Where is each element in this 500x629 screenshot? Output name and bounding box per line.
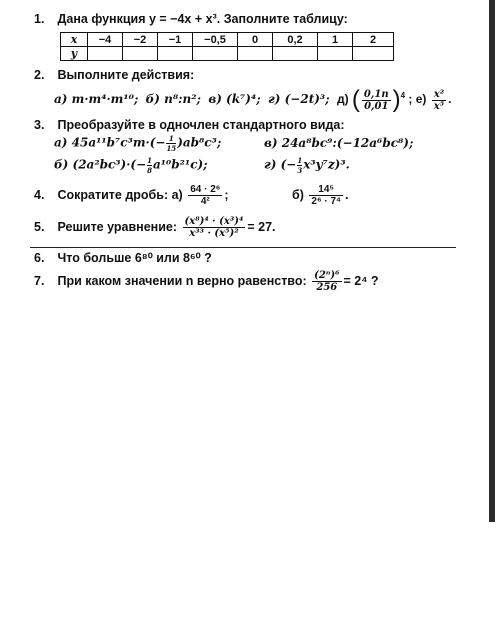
problem-6-number: 6. bbox=[34, 251, 45, 265]
horizontal-divider bbox=[30, 247, 456, 248]
p3-a-frac-den: 15 bbox=[166, 144, 177, 153]
p2-item-d: г) (−2t)³; bbox=[268, 92, 330, 107]
table-row-y bbox=[61, 47, 394, 61]
problem-5-text: Решите уравнение: bbox=[57, 219, 178, 234]
p2-item-a: а) m·m⁴·m¹⁰; bbox=[54, 92, 139, 107]
p3-b-tail: a¹⁰b²¹c); bbox=[153, 157, 208, 172]
p2-item-f-label: ; е) bbox=[408, 92, 427, 107]
table-cell-y bbox=[88, 47, 123, 61]
p5-rhs: = 27. bbox=[247, 219, 276, 234]
p4-a-fraction bbox=[188, 184, 222, 207]
p3-item-b bbox=[54, 156, 208, 175]
p3-a-frac-num: 1 bbox=[166, 134, 176, 144]
p2-item-b: б) n⁸:n²; bbox=[145, 92, 201, 107]
p3-item-a bbox=[54, 134, 221, 153]
p2-f-denominator: x⁵ bbox=[433, 100, 445, 112]
p4-end: . bbox=[344, 187, 349, 202]
p2-item-e-label: д) bbox=[336, 92, 349, 107]
table-header-x: x bbox=[61, 33, 88, 47]
table-cell-x: 1 bbox=[318, 33, 353, 47]
problem-2-number: 2. bbox=[34, 68, 45, 82]
p7-fraction bbox=[312, 270, 341, 293]
p2-item-f-fraction bbox=[432, 89, 446, 112]
p3-a-start: а) 45a¹¹b⁷c³m·(− bbox=[54, 135, 166, 150]
p5-denominator: x³³ · (x⁵)² bbox=[189, 228, 239, 239]
p2-f-numerator: x² bbox=[433, 88, 445, 100]
p3-a-fraction bbox=[166, 134, 176, 153]
table-cell-x: −4 bbox=[88, 33, 123, 47]
p3-item-v bbox=[264, 136, 413, 150]
problem-4 bbox=[34, 184, 348, 207]
table-cell-y bbox=[353, 47, 394, 61]
problem-3-text: Преобразуйте в одночлен стандартного вида: bbox=[57, 118, 345, 132]
problem-5 bbox=[34, 216, 276, 239]
values-table bbox=[60, 32, 394, 61]
problem-2 bbox=[34, 68, 194, 82]
table-cell-x: 0,2 bbox=[273, 33, 318, 47]
problem-2-text: Выполните действия: bbox=[57, 68, 195, 82]
p3-b-frac-num: 1 bbox=[147, 156, 152, 165]
table-cell-x: 2 bbox=[353, 33, 394, 47]
p3-b-frac-den: 8 bbox=[147, 166, 152, 175]
p2-e-denominator: 0,01 bbox=[364, 100, 389, 112]
problem-6-text: Что больше 6⁸⁰ или 8⁶⁰ ? bbox=[57, 251, 212, 265]
table-cell-x: −2 bbox=[123, 33, 158, 47]
p2-e-numerator: 0,1n bbox=[363, 88, 389, 100]
p2-item-e-fraction bbox=[362, 89, 391, 112]
problem-7-text: При каком значении n верно равенство: bbox=[57, 273, 307, 288]
problem-3-number: 3. bbox=[34, 118, 45, 132]
page-edge-shadow bbox=[489, 0, 495, 522]
table-cell-y bbox=[193, 47, 238, 61]
problem-1-text: Дана функция y = −4x + x³. Заполните таблицу: bbox=[57, 12, 348, 26]
table-cell-x: 0 bbox=[238, 33, 273, 47]
problem-1-number: 1. bbox=[34, 12, 45, 26]
table-cell-y bbox=[273, 47, 318, 61]
table-cell-y bbox=[318, 47, 353, 61]
p4-b-denominator: 2⁶ · 7⁴ bbox=[311, 196, 341, 207]
problem-6 bbox=[34, 250, 212, 265]
p4-a-numerator: 64 · 2⁶ bbox=[190, 184, 221, 195]
problem-7-number: 7. bbox=[34, 273, 45, 288]
p5-numerator: (x⁸)⁴ · (x³)⁴ bbox=[184, 216, 244, 227]
table-header-y: y bbox=[61, 47, 88, 61]
p7-denominator: 256 bbox=[316, 282, 338, 293]
table-cell-y bbox=[158, 47, 193, 61]
table-cell-y bbox=[123, 47, 158, 61]
p2-e-power: 4 bbox=[400, 91, 406, 101]
problem-5-number: 5. bbox=[34, 219, 45, 234]
p3-g-frac-den: 3 bbox=[297, 166, 303, 175]
p3-b-fraction bbox=[147, 156, 152, 175]
problem-4-text: Сократите дробь: а) bbox=[57, 187, 183, 202]
problem-1 bbox=[34, 12, 348, 26]
problem-7 bbox=[34, 270, 379, 293]
p4-b-numerator: 14⁵ bbox=[309, 184, 343, 196]
table-cell-x: −1 bbox=[158, 33, 193, 47]
problem-3 bbox=[34, 118, 345, 132]
p3-a-tail: )ab⁸c³; bbox=[177, 135, 222, 150]
p3-g-start: г) (− bbox=[264, 157, 297, 172]
p5-fraction bbox=[183, 216, 246, 239]
p2-paren-close: ) bbox=[392, 86, 401, 113]
p3-v-text: в) 24a⁸bc⁹:(−12a⁶bc⁸); bbox=[264, 136, 414, 150]
p4-a-denominator: 4² bbox=[200, 196, 210, 207]
p2-item-c: в) (k⁷)⁴; bbox=[208, 92, 261, 107]
p2-paren-open: ( bbox=[351, 86, 360, 113]
p4-b-label: б) bbox=[292, 187, 304, 202]
p3-g-fraction bbox=[297, 156, 302, 175]
p3-g-tail: x³y⁷z)³. bbox=[303, 157, 350, 172]
problem-2-items: а) m·m⁴·m¹⁰; б) n⁸:n²; в) (k⁷)⁴; г) (−2t)³; д) ( $\frac{0,1n}{0,01}$ )$^4$ ; е) $\frac{\text{x²}}{\text{x⁵}}$ . bbox=[54, 86, 452, 113]
table-row-x bbox=[61, 33, 394, 47]
p3-item-g bbox=[264, 156, 350, 175]
problem-4-number: 4. bbox=[34, 187, 45, 202]
p3-b-start: б) (2a²bc³)·(− bbox=[54, 157, 147, 172]
p4-b-fraction bbox=[309, 184, 343, 207]
p7-rhs: = 2⁴ ? bbox=[343, 273, 379, 288]
table-cell-y bbox=[238, 47, 273, 61]
table-cell-x: −0,5 bbox=[193, 33, 238, 47]
p4-separator: ; bbox=[224, 187, 229, 202]
p7-numerator: (2ⁿ)⁶ bbox=[314, 270, 340, 281]
p3-g-frac-num: 1 bbox=[297, 156, 303, 165]
